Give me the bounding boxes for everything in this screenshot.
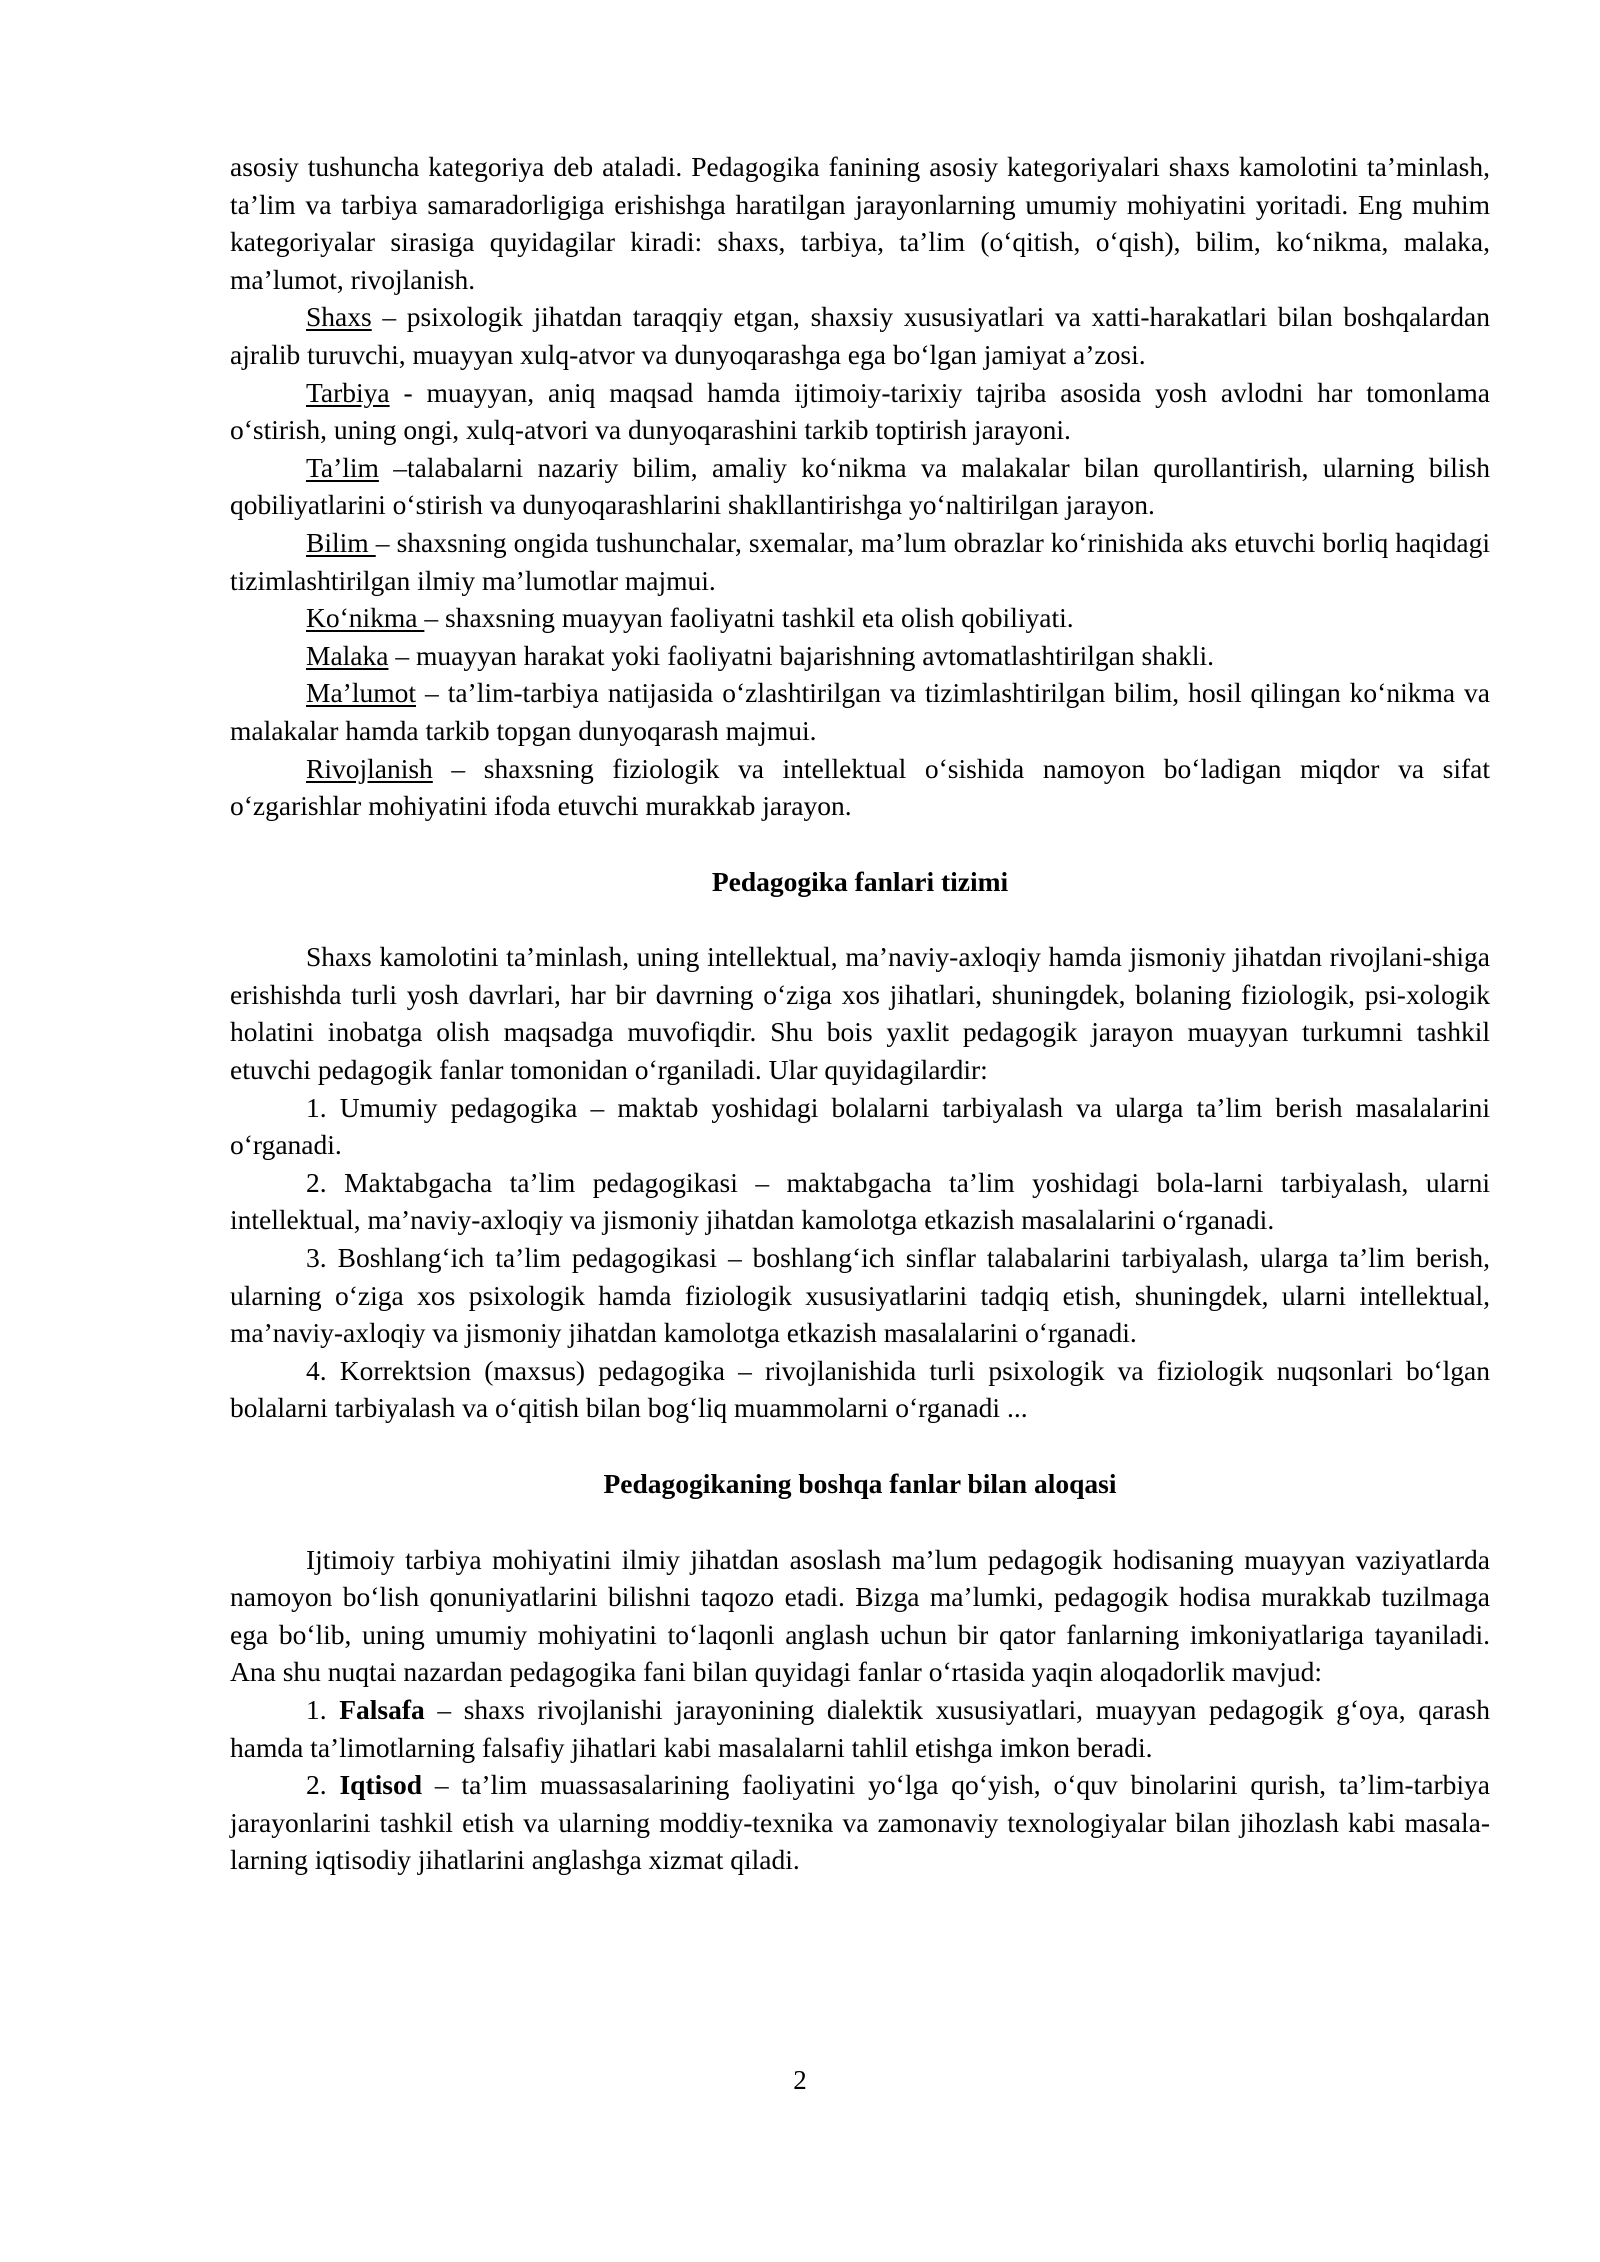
section-heading-tizim: Pedagogika fanlari tizimi [711,865,1009,897]
list-item: 3. Boshlang‘ich ta’lim pedagogikasi – boshlang‘ich sinflar talabalarini tarbiyalash, ularga ta’lim berish, ularning o‘ziga xos psixologik hamda fiziologik xususiyatlarini tadqiq etish, shuningdek, ularni intellektual, ma’naviy-axloqiy va jismoniy jihatdan kamolotga etkazish masalalarini o‘rganadi. [230,1242,1490,1349]
definition-paragraph [230,449,1490,524]
list-item [230,1766,1490,1879]
section-intro-paragraph: Ijtimoiy tarbiya mohiyatini ilmiy jihatdan asoslash ma’lum pedagogik hodisaning muayyan vaziyatlarda namoyon bo‘lish qonuniyatlarini bilishni taqozo etadi. Bizga ma’lumki, pedagogik hodisa murakkab tuzilmaga ega bo‘lib, uning umumiy mohiyatini to‘laqonli anglash uchun bir qator fanlarning imkoniyatlariga tayaniladi. Ana shu nuqtai nazardan pedagogika fani bilan quyidagi fanlar o‘rtasida yaqin aloqadorlik mavjud: [230,1543,1490,1688]
definition-paragraph [230,637,1490,675]
definition-paragraph [230,298,1490,373]
intro-paragraph: asosiy tushuncha kategoriya deb ataladi. Pedagogika fanining asosiy kategoriyalari shaxs kamolotini ta’minlash, ta’lim va tarbiya samaradorligiga erishishga haratilgan jarayonlarning umumiy mohiyatini yoritadi. Eng muhim kategoriyalar sirasiga quyidagilar kiradi: shaxs, tarbiya, ta’lim (o‘qitish, o‘qish), bilim, ko‘nikma, malaka, ma’lumot, rivojlanish. [230,151,1490,295]
list-item [230,1691,1490,1766]
definition-term: Shaxs [306,301,372,333]
definition-term: Malaka [306,639,389,671]
definition-paragraph [230,524,1490,599]
definition-term: Tarbiya [306,376,390,408]
definition-text: – muayyan harakat yoki faoliyatni bajarishning avtomatlashtirilgan shakli. [388,639,1215,671]
list-item-term: Iqtisod [339,1769,423,1801]
list-item-text: – ta’lim muassasalarining faoliyatini yo‘lga qo‘yish, o‘quv binolarini qurish, ta’lim-tarbiya jarayonlarini tashkil etish va ularning moddiy-texnika va zamonaviy texnologiyalar bilan jihozlash kabi masala-larning iqtisodiy jihatlarini anglashga xizmat qiladi. [230,1769,1490,1876]
definition-term: Ma’lumot [306,677,416,709]
definition-paragraph [230,374,1490,449]
list-item-term: Falsafa [339,1693,425,1725]
definition-text: – shaxsning fiziologik va intellektual o‘sishida namoyon bo‘ladigan miqdor va sifat o‘zgarishlar mohiyatini ifoda etuvchi murakkab jarayon. [230,752,1490,822]
definition-text: – psixologik jihatdan taraqqiy etgan, shaxsiy xususiyatlari va xatti-harakatlari bilan boshqalardan ajralib turuvchi, muayyan xulq-atvor va dunyoqarashga ega bo‘lgan jamiyat a’zosi. [230,301,1490,370]
definition-term: Ta’lim [306,451,379,483]
list-item-text: – shaxs rivojlanishi jarayonining dialektik xususiyatlari, muayyan pedagogik g‘oya, qarash hamda ta’limotlarning falsafiy jihatlari kabi masalalarni tahlil etishga imkon beradi. [230,1693,1490,1763]
definition-paragraph [230,599,1490,637]
definition-text: –talabalarni nazariy bilim, amaliy ko‘nikma va malakalar bilan qurollantirish, ularning bilish qobiliyatlarini o‘stirish va dunyoqarashlarini shakllantirishga yo‘naltirilgan jarayon. [230,451,1490,521]
list-item: 2. Maktabgacha ta’lim pedagogikasi – maktabgacha ta’lim yoshidagi bola-larni tarbiyalash, ularni intellektual, ma’naviy-axloqiy va jismoniy jihatdan kamolotga etkazish masalalarini o‘rganadi. [230,1166,1490,1236]
definition-paragraph [230,750,1490,825]
list-item: 1. Umumiy pedagogika – maktab yoshidagi bolalarni tarbiyalash va ularga ta’lim berish masalalarini o‘rganadi. [230,1091,1490,1161]
definition-text: – shaxsning ongida tushunchalar, sxemalar, ma’lum obrazlar ko‘rinishida aks etuvchi borliq haqidagi tizimlashtirilgan ilmiy ma’lumotlar majmui. [230,526,1490,596]
page-content [230,148,1490,1879]
definition-paragraph [230,674,1490,749]
list-item: 4. Korrektsion (maxsus) pedagogika – rivojlanishida turli psixologik va fiziologik nuqsonlari bo‘lgan bolalarni tarbiyalash va o‘qitish bilan bog‘liq muammolarni o‘rganadi ... [230,1354,1490,1424]
definition-text: - muayyan, aniq maqsad hamda ijtimoiy-tarixiy tajriba asosida yosh avlodni har tomonlama o‘stirish, uning ongi, xulq-atvori va dunyoqarashini tarkib toptirish jarayoni. [230,376,1490,446]
definition-term: Ko‘nikma [306,602,425,634]
section-intro-paragraph: Shaxs kamolotini ta’minlash, uning intellektual, ma’naviy-axloqiy hamda jismoniy jihatdan rivojlani-shiga erishishda turli yosh davrlari, har bir davrning o‘ziga xos jihatlari, shuningdek, bolaning fiziologik, psi-xologik holatini inobatga olish maqsadga muvofiqdir. Shu bois yaxlit pedagogik jarayon muayyan turkumni tashkil etuvchi pedagogik fanlar tomonidan o‘rganiladi. Ular quyidagilardir: [230,941,1490,1086]
definition-text: – ta’lim-tarbiya natijasida o‘zlashtirilgan va tizimlashtirilgan bilim, hosil qilingan ko‘nikma va malakalar hamda tarkib topgan dunyoqarash majmui. [230,677,1490,746]
section-heading-aloqa: Pedagogikaning boshqa fanlar bilan aloqasi [603,1468,1117,1499]
list-item-number: 1. [306,1693,340,1725]
list-item-number: 2. [306,1769,340,1801]
page-number: 2 [793,2065,807,2095]
definition-term: Bilim [306,526,376,558]
definition-text: – shaxsning muayyan faoliyatni tashkil eta olish qobiliyati. [424,602,1074,634]
definition-term: Rivojlanish [306,752,433,784]
